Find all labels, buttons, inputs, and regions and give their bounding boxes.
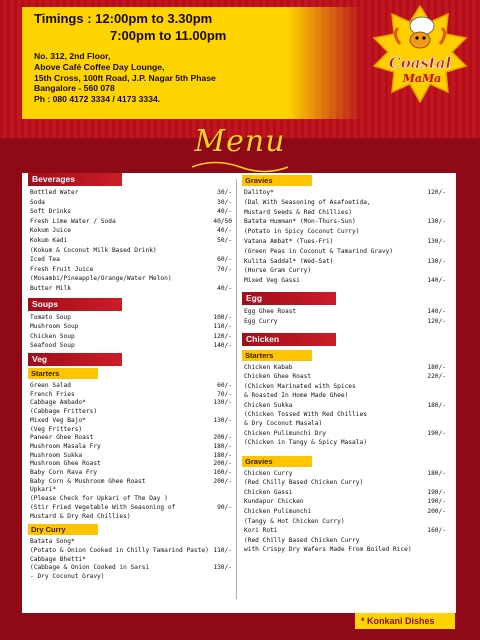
item-name: Chicken Pulimunchi: [244, 508, 312, 515]
item-price: 160/-: [213, 469, 232, 476]
item-name: Chicken Pulimunchi Dry: [244, 429, 326, 437]
menu-item: [30, 494, 236, 503]
item-price: 180/-: [427, 364, 446, 371]
menu-item: [30, 217, 236, 226]
menu-item: [244, 188, 450, 197]
section-chicken: Chicken: [242, 333, 336, 346]
item-name: Chicken Gassi: [244, 488, 293, 496]
menu-item: [244, 266, 450, 275]
item-name: Mixed Veg Bajo*: [30, 416, 86, 424]
section-egg: Egg: [242, 292, 336, 305]
item-price: 130/-: [213, 399, 232, 407]
item-name: - Dry Coconut Gravy): [30, 573, 105, 580]
menu-item: [244, 307, 450, 316]
menu-item: [244, 507, 450, 516]
item-name: Soda: [30, 198, 45, 206]
address-line: Bangalore - 560 078: [34, 83, 115, 94]
item-name: Mixed Veg Gassi: [244, 277, 300, 285]
item-price: 200/-: [213, 460, 232, 468]
menu-item: [30, 274, 236, 283]
item-name: (Kokum & Coconut Milk Based Drink): [30, 246, 157, 254]
item-name: Mushroom Ghee Roast: [30, 460, 101, 468]
menu-item: [30, 207, 236, 216]
item-name: Chicken Sukka: [244, 401, 293, 409]
item-name: Fresh Lime Water / Soda: [30, 217, 116, 225]
item-name: Baby Corn & Mushroom Ghee Roast: [30, 477, 146, 485]
item-name: & Dry Coconut Masala): [244, 420, 323, 428]
item-name: Mushroom Soup: [30, 323, 79, 331]
logo-text-coastal: Coastal: [388, 54, 452, 72]
menu-item: [30, 433, 236, 442]
subsection-chicken-starters: Starters: [242, 350, 312, 361]
menu-item: [30, 546, 236, 555]
item-price: 190/-: [427, 429, 446, 437]
item-price: 200/-: [213, 434, 232, 442]
menu-item: [244, 208, 450, 217]
menu-item: [244, 517, 450, 526]
item-price: 200/-: [427, 508, 446, 515]
menu-item: [30, 537, 236, 546]
item-name: Kundapur Chicken: [244, 498, 304, 506]
menu-item: [244, 372, 450, 381]
item-name: Dalitoy*: [244, 189, 274, 196]
item-name: (Stir Fried Vegetable With Seasoning of: [30, 503, 176, 511]
item-price: 120/-: [427, 189, 446, 196]
menu-item: [30, 390, 236, 399]
item-price: 60/-: [217, 256, 232, 264]
item-price: 70/-: [217, 265, 232, 273]
item-name: Mushroom Masala Fry: [30, 442, 101, 450]
item-name: Mushroom Sukka: [30, 451, 83, 459]
item-name: Seafood Soup: [30, 342, 75, 350]
title-swirl-ornament: [190, 160, 290, 174]
subsection-dry-curry: Dry Curry: [28, 524, 98, 535]
item-price: 140/-: [213, 342, 232, 350]
item-name: Cabbage Ambado*: [30, 399, 86, 407]
menu-item: [30, 246, 236, 255]
menu-item: [30, 442, 236, 451]
item-name: & Roasted In Home Made Ghee): [244, 392, 349, 400]
menu-item: [244, 478, 450, 487]
item-name: Baby Corn Rava Fry: [30, 469, 98, 476]
item-name: Egg Curry: [244, 318, 278, 325]
item-name: Iced Tea: [30, 256, 60, 264]
menu-item: [244, 545, 450, 554]
item-price: 50/-: [217, 237, 232, 244]
item-name: (Please Check for Upkari of The Day ): [30, 495, 168, 503]
item-price: 180/-: [427, 469, 446, 477]
item-name: Kokum Juice: [30, 227, 71, 235]
menu-item: [244, 257, 450, 266]
menu-item: [30, 188, 236, 197]
section-soups: Soups: [28, 298, 122, 311]
item-price: 160/-: [427, 527, 446, 535]
item-name: Mustard & Dry Red Chillies): [30, 512, 131, 520]
menu-item: [30, 332, 236, 341]
item-price: 110/-: [213, 546, 232, 554]
item-name: (Red Chilly Based Chicken Curry: [244, 536, 360, 544]
menu-item: [30, 555, 236, 564]
menu-item: [30, 265, 236, 274]
item-name: (Veg Fritters): [30, 425, 83, 433]
item-price: 130/-: [427, 238, 446, 245]
menu-item: [30, 255, 236, 264]
menu-item: [30, 398, 236, 407]
menu-item: [244, 429, 450, 438]
menu-item: [30, 512, 236, 521]
menu-item: [30, 416, 236, 425]
item-name: French Fries: [30, 390, 75, 398]
item-name: Tomato Soup: [30, 313, 71, 321]
menu-item: [244, 469, 450, 478]
menu-item: [244, 526, 450, 535]
column-divider: [236, 179, 237, 599]
address-line: Above Café Coffee Day Lounge,: [34, 61, 165, 72]
item-price: 180/-: [427, 401, 446, 409]
menu-item: [30, 313, 236, 322]
item-price: 40/-: [217, 227, 232, 235]
item-price: 130/-: [427, 257, 446, 265]
menu-item: [30, 477, 236, 486]
subsection-chicken-gravies: Gravies: [242, 456, 312, 467]
item-price: 100/-: [213, 313, 232, 321]
menu-item: [244, 217, 450, 226]
item-price: 130/-: [213, 416, 232, 424]
menu-item: [30, 341, 236, 350]
item-name: Kulita Saddal* (Wed-Sat): [244, 257, 334, 265]
item-price: 130/-: [213, 564, 232, 572]
menu-item: [30, 284, 236, 293]
item-name: Cabbage Bhetti*: [30, 555, 86, 563]
item-price: 190/-: [427, 488, 446, 496]
timings-line-2: 7:00pm to 11.00pm: [110, 28, 227, 43]
konkani-footnote: * Konkani Dishes: [355, 613, 455, 629]
item-price: 30/-: [217, 189, 232, 196]
item-name: (Green Peas in Coconut & Tamarind Gravy): [244, 247, 394, 255]
item-price: 180/-: [213, 451, 232, 459]
menu-item: [244, 391, 450, 400]
item-name: Batata Song*: [30, 538, 75, 546]
item-name: (Chicken Tossed With Red Chillies: [244, 411, 367, 418]
item-name: Green Salad: [30, 382, 71, 389]
section-beverages: Beverages: [28, 173, 122, 186]
info-panel: [22, 7, 362, 119]
item-name: Fresh Fruit Juice: [30, 265, 94, 273]
menu-item: [30, 563, 236, 572]
item-price: 40/50: [213, 217, 232, 225]
item-name: (Potato & Onion Cooked in Chilly Tamarind Paste): [30, 546, 209, 554]
item-name: (Horse Gram Curry): [244, 267, 312, 275]
menu-item: [30, 503, 236, 512]
menu-item: [244, 401, 450, 410]
subsection-veg-starters: Starters: [28, 368, 98, 379]
item-price: 180/-: [213, 442, 232, 450]
item-price: 110/-: [213, 323, 232, 331]
menu-item: [244, 497, 450, 506]
menu-item: [244, 276, 450, 285]
item-name: Egg Ghee Roast: [244, 308, 297, 315]
item-name: Soft Drinks: [30, 208, 71, 216]
coastal-mama-logo: [370, 4, 470, 104]
menu-item: [244, 198, 450, 207]
item-name: (Red Chilly Based Chicken Curry): [244, 479, 364, 487]
menu-item: [30, 381, 236, 390]
item-name: with Crispy Dry Wafers Made From Boiled Rice): [244, 546, 412, 554]
item-price: 120/-: [213, 332, 232, 340]
item-name: Butter Milk: [30, 285, 71, 292]
menu-item: [244, 363, 450, 372]
item-name: Vatana Ambat* (Tues-Fri): [244, 238, 334, 245]
item-price: 60/-: [217, 382, 232, 389]
item-name: Kokum Kadi: [30, 237, 68, 244]
menu-card: [22, 173, 456, 613]
item-name: (Chicken in Tangy & Spicy Masala): [244, 439, 367, 447]
item-name: (Dal With Seasoning of Asafoetida,: [244, 198, 371, 206]
menu-item: [244, 488, 450, 497]
item-name: (Potato in Spicy Coconut Curry): [244, 228, 360, 236]
menu-item: [244, 237, 450, 246]
menu-item: [30, 198, 236, 207]
menu-item: [30, 451, 236, 460]
item-price: 200/-: [213, 477, 232, 485]
menu-item: [244, 227, 450, 236]
menu-item: [244, 438, 450, 447]
menu-item: [244, 419, 450, 428]
item-price: 40/-: [217, 285, 232, 292]
item-price: 70/-: [217, 390, 232, 398]
address-line: 15th Cross, 100ft Road, J.P. Nagar 5th Phase: [34, 72, 216, 83]
timings-line-1: Timings : 12:00pm to 3.30pm: [34, 11, 213, 26]
item-name: Chicken Ghee Roast: [244, 373, 312, 381]
item-name: Batata Humman* (Mon-Thurs-Sun): [244, 218, 356, 226]
item-name: (Cabbage & Onion Cooked in Sarsi: [30, 564, 150, 572]
item-name: Kori Roti: [244, 527, 278, 535]
item-price: 190/-: [427, 498, 446, 506]
item-name: Mustard Seeds & Red Chillies): [244, 208, 353, 216]
subsection-gravies: Gravies: [242, 175, 312, 186]
menu-item: [30, 459, 236, 468]
menu-item: [30, 226, 236, 235]
item-name: Chicken Curry: [244, 469, 293, 477]
menu-item: [30, 425, 236, 434]
item-name: Paneer Ghee Roast: [30, 434, 94, 442]
item-price: 220/-: [427, 373, 446, 381]
item-price: 140/-: [427, 308, 446, 315]
menu-item: [244, 536, 450, 545]
item-name: Chicken Kabab: [244, 364, 293, 371]
item-name: (Cabbage Fritters): [30, 408, 98, 416]
item-price: 90/-: [217, 503, 232, 511]
menu-item: [244, 247, 450, 256]
address-block: [34, 51, 216, 105]
menu-item: [30, 322, 236, 331]
menu-item: [30, 485, 236, 494]
item-price: 40/-: [217, 208, 232, 216]
menu-item: [244, 382, 450, 391]
menu-item: [30, 468, 236, 477]
item-name: Upkari*: [30, 486, 57, 494]
address-line: No. 312, 2nd Floor,: [34, 51, 111, 61]
item-price: 130/-: [427, 218, 446, 226]
menu-item: [30, 407, 236, 416]
section-veg: Veg: [28, 353, 122, 366]
item-name: (Tangy & Hot Chicken Curry): [244, 517, 345, 525]
menu-item: [244, 317, 450, 326]
item-price: 140/-: [427, 277, 446, 285]
item-name: (Mosambi/Pineapple/Orange/Water Melon): [30, 275, 172, 283]
item-price: 30/-: [217, 198, 232, 206]
item-price: 120/-: [427, 318, 446, 325]
timings: [34, 11, 227, 43]
menu-item: [244, 410, 450, 419]
menu-item: [30, 572, 236, 581]
logo-text-mama: MaMa: [402, 72, 442, 85]
menu-item: [30, 236, 236, 245]
item-name: (Chicken Marinated with Spices: [244, 382, 356, 390]
phone-line: Ph : 080 4172 3334 / 4173 3334.: [34, 94, 161, 105]
item-name: Chicken Soup: [30, 332, 75, 340]
item-name: Bottled Water: [30, 189, 79, 196]
page-title: Menu: [194, 124, 286, 159]
